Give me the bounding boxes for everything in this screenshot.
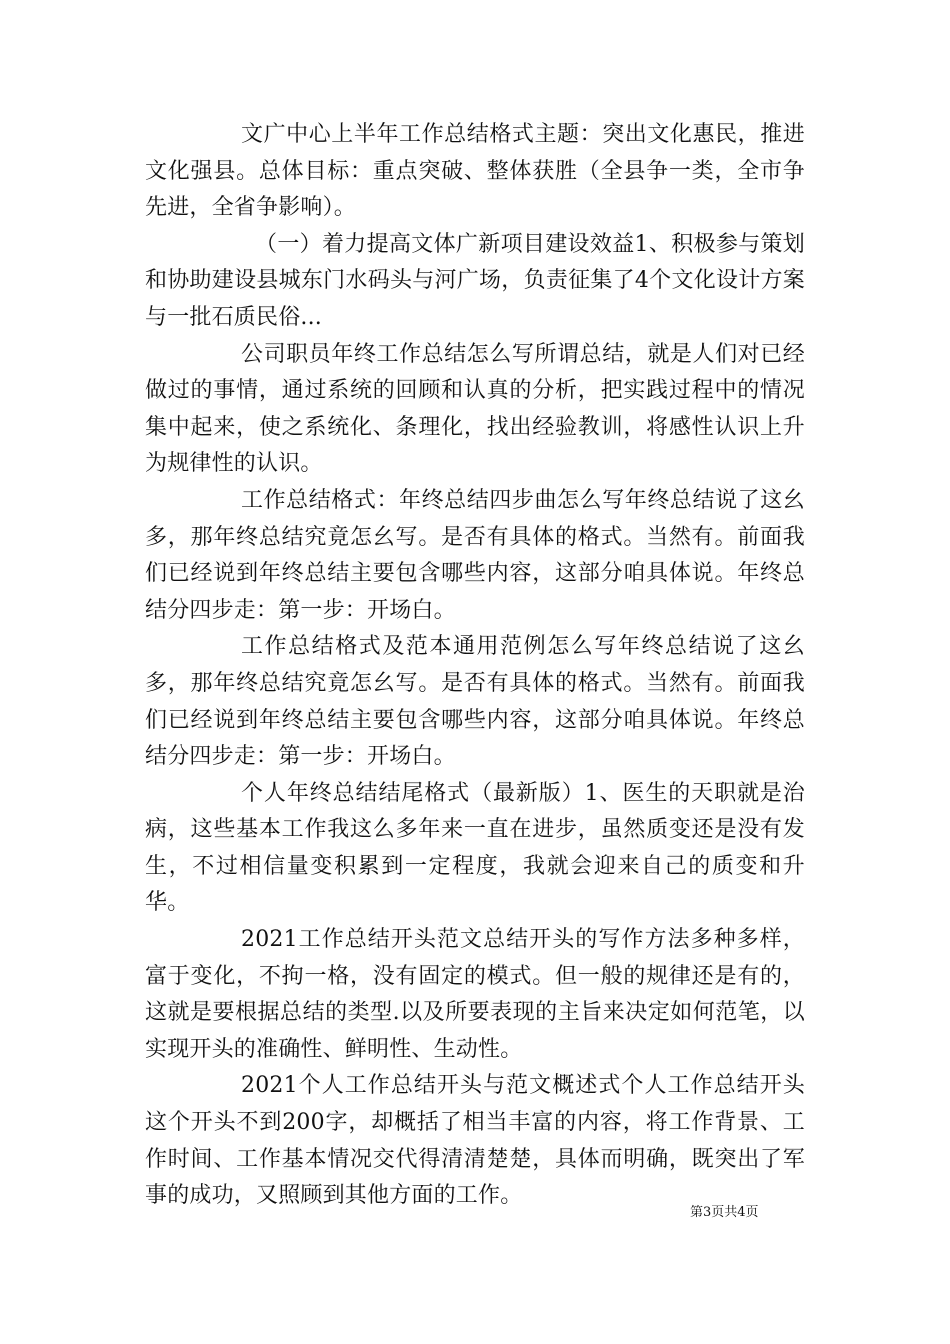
paragraph-6: 个人年终总结结尾格式（最新版）1、医生的天职就是治病，这些基本工作我这么多年来一直在进步，虽然质变还是没有发生，不过相信量变积累到一定程度，我就会迎来自己的质变和升华。 (145, 780, 805, 916)
paragraph-1: 文广中心上半年工作总结格式主题：突出文化惠民，推进文化强县。总体目标：重点突破、整体获胜（全县争一类，全市争先进，全省争影响）。 (145, 122, 805, 221)
paragraph-7: 2021工作总结开头范文总结开头的写作方法多种多样，富于变化，不拘一格，没有固定的模式。但一般的规律还是有的，这就是要根据总结的类型.以及所要表现的主旨来决定如何范笔，以实现开头的准确性、鲜明性、生动性。 (145, 927, 805, 1062)
paragraph-4: 工作总结格式：年终总结四步曲怎么写年终总结说了这幺多，那年终总结究竟怎幺写。是否有具体的格式。当然有。前面我们已经说到年终总结主要包含哪些内容，这部分咱具体说。年终总结分四步走：第一步：开场白。 (145, 487, 805, 623)
document-body (145, 117, 805, 1215)
paragraph-3: 公司职员年终工作总结怎么写所谓总结，就是人们对已经做过的事情，通过系统的回顾和认真的分析，把实践过程中的情况集中起来，使之系统化、条理化，找出经验教训，将感性认识上升为规律性的认识。 (145, 341, 805, 477)
page-number: 第3页共4页 (690, 1205, 759, 1220)
paragraph-5: 工作总结格式及范本通用范例怎么写年终总结说了这幺多，那年终总结究竟怎幺写。是否有具体的格式。当然有。前面我们已经说到年终总结主要包含哪些内容，这部分咱具体说。年终总结分四步走：第一步：开场白。 (145, 634, 805, 770)
paragraph-8: 2021个人工作总结开头与范文概述式个人工作总结开头这个开头不到200字，却概括了相当丰富的内容，将工作背景、工作时间、工作基本情况交代得清清楚楚，具体而明确，既突出了军事的成功，又照顾到其他方面的工作。 (145, 1073, 805, 1209)
paragraph-2: （一）着力提高文体广新项目建设效益1、积极参与策划和协助建设县城东门水码头与河广场，负责征集了4个文化设计方案与一批石质民俗... (145, 231, 805, 330)
